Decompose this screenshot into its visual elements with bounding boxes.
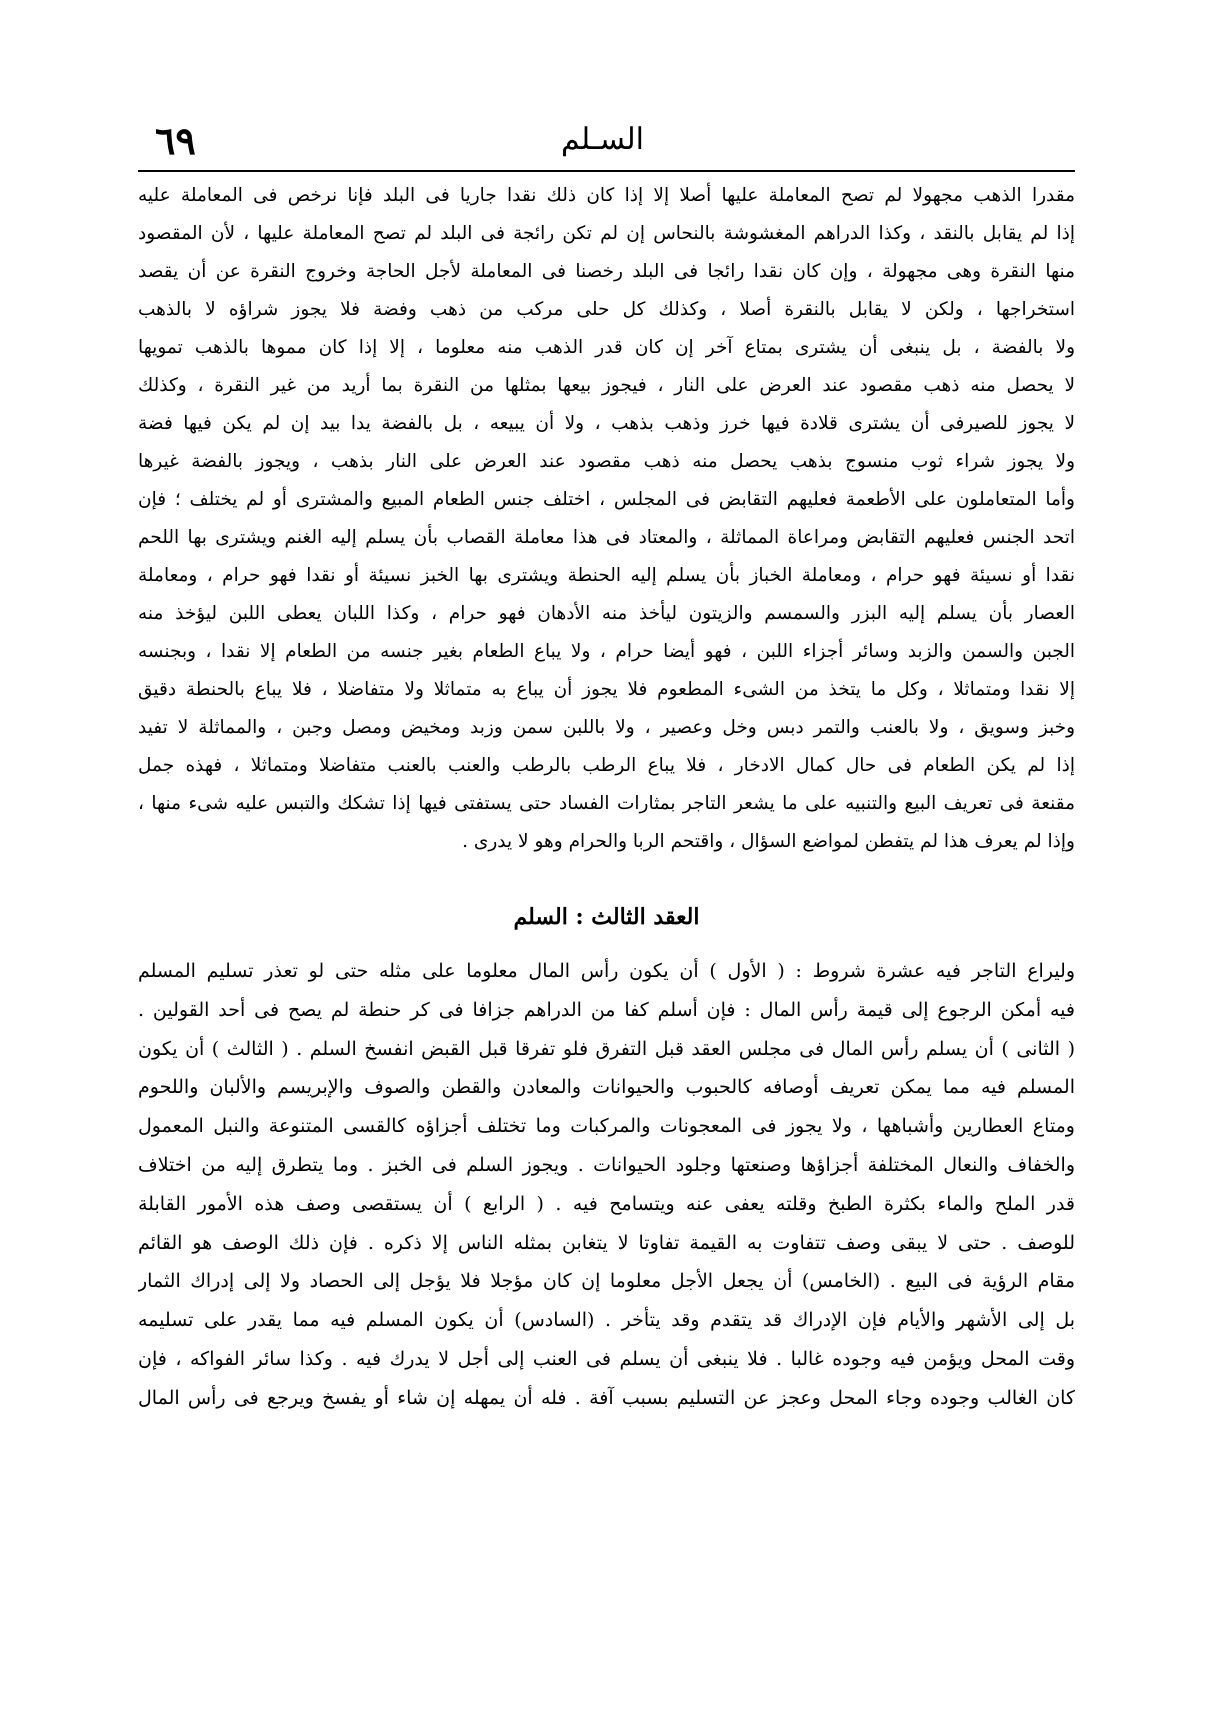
text-line: إذا لم يكن الطعام فى حال كمال الادخار ، فلا يباع الرطب بالرطب والعنب بالعنب متفاضلا ومتماثلا ، فهذه جمل (138, 755, 1075, 776)
text-line: وإذا لم يعرف هذا لم يتفطن لمواضع السؤال ، واقتحم الربا والحرام وهو لا يدرى . (462, 831, 1075, 852)
text-line: إذا لم يقابل بالنقد ، وكذا الدراهم المغشوشة بالنحاس إن لم تكن رائجة فى البلد لم تصح المعاملة عليها ، لأن المقصود (138, 223, 1075, 244)
text-line: نقدا أو نسيئة فهو حرام ، ومعاملة الخباز بأن يسلم إليه الحنطة ويشترى بها الخبز نسيئة أو نقدا فهو حرام ، ومعاملة (138, 565, 1075, 586)
text-line: اتحد الجنس فعليهم التقابض ومراعاة المماثلة ، والمعتاد فى هذا معاملة القصاب بأن يسلم إليه الغنم ويشترى بها اللحم (138, 527, 1075, 548)
page-number: ٦٩ (155, 118, 196, 163)
text-line: وأما المتعاملون على الأطعمة فعليهم التقابض فى المجلس ، اختلف جنس الطعام المبيع والمشترى أو لم يختلف ؛ فإن (138, 489, 1075, 510)
text-line: ولا يجوز شراء ثوب منسوج بذهب يحصل منه ذهب مقصود عند العرض على النار بذهب ، ويجوز بالفضة غيرها (138, 451, 1075, 472)
text-line: استخراجها ، ولكن لا يقابل بالنقرة أصلا ، وكذلك كل حلى مركب من ذهب وفضة فلا يجوز شراؤه لا بالذهب (138, 299, 1075, 320)
text-line: والخفاف والنعال المختلفة أجزاؤها وصنعتها وجلود الحيوانات . ويجوز السلم فى الخبز . وما يتطرق إليه من اختلاف (138, 1153, 1075, 1176)
text-line: مقدرا الذهب مجهولا لم تصح المعاملة عليها أصلا إلا إذا كان ذلك نقدا جاريا فى البلد فإنا نرخص فى المعاملة عليه (138, 185, 1075, 206)
text-line: ومتاع العطارين وأشباهها ، ولا يجوز فى المعجونات والمركبات وما تختلف أجزاؤه كالقسى المتنوعة والنبل المعمول (138, 1115, 1075, 1138)
text-line: قدر الملح والماء بكثرة الطبخ وقلته يعفى عنه ويتسامح فيه . ( الرابع ) أن يستقصى وصف هذه الأمور القابلة (138, 1192, 1075, 1215)
text-line: ولا بالفضة ، بل ينبغى أن يشترى بمتاع آخر إن كان قدر الذهب منه معلوما ، إلا إذا كان مموها بالذهب تمويها (138, 337, 1075, 358)
text-line: مقنعة فى تعريف البيع والتنبيه على ما يشعر التاجر بمثارات الفساد حتى يستفتى فيها إذا تشكك والتبس عليه شىء منها ، (138, 793, 1075, 814)
section-text (138, 952, 1075, 1418)
text-line: فيه أمكن الرجوع إلى قيمة رأس المال : فإن أسلم كفا من الدراهم جزافا فى كر حنطة لم يصح فى أحد القولين . (138, 998, 1075, 1021)
text-line: وخبز وسويق ، ولا بالعنب والتمر دبس وخل وعصير ، ولا باللبن سمن وزبد ومخيض ومصل وجبن ، والمماثلة لا تفيد (138, 717, 1075, 738)
body-text (138, 177, 1075, 861)
text-line: إلا نقدا ومتماثلا ، وكل ما يتخذ من الشىء المطعوم فلا يجوز أن يباع به متماثلا ولا متفاضلا ، فلا يباع بالحنطة دقيق (138, 679, 1075, 700)
text-line: وقت المحل ويؤمن فيه وجوده غالبا . فلا ينبغى أن يسلم فى العنب إلى أجل لا يدرك فيه . وكذا سائر الفواكه ، فإن (138, 1347, 1075, 1370)
text-line: الجبن والسمن والزبد وسائر أجزاء اللبن ، فهو أيضا حرام ، ولا يباع الطعام بغير جنسه من الطعام إلا نقدا ، وبجنسه (138, 641, 1075, 662)
text-line: المسلم فيه مما يمكن تعريف أوصافه كالحبوب والحيوانات والمعادن والقطن والصوف والإبريسم والألبان واللحوم (138, 1076, 1075, 1099)
text-line: كان الغالب وجوده وجاء المحل وعجز عن التسليم بسبب آفة . فله أن يمهله إن شاء أو يفسخ ويرجع فى رأس المال (138, 1386, 1075, 1409)
text-line: لا يحصل منه ذهب مقصود عند العرض على النار ، فيجوز بيعها بمثلها من النقرة بما أريد من غير النقرة ، وكذلك (138, 375, 1075, 396)
section-heading: العقد الثالث : السلم (513, 904, 700, 930)
text-line: للوصف . حتى لا يبقى وصف تتفاوت به القيمة تفاوتا لا يتغابن بمثله الناس إلا ذكره . فإن ذلك الوصف هو القائم (138, 1231, 1075, 1254)
text-line: مقام الرؤية فى البيع . (الخامس) أن يجعل الأجل معلوما إن كان مؤجلا فلا يؤجل إلى الحصاد ولا إلى إدراك الثمار (138, 1270, 1075, 1293)
text-line: وليراع التاجر فيه عشرة شروط : ( الأول ) أن يكون رأس المال معلوما على مثله حتى لو تعذر تسليم المسلم (138, 960, 1075, 982)
text-line: ( الثانى ) أن يسلم رأس المال فى مجلس العقد قبل التفرق فلو تفرقا قبل القبض انفسخ السلم . ( الثالث ) أن يكون (138, 1037, 1075, 1060)
text-line: منها النقرة وهى مجهولة ، وإن كان نقدا رائجا فى البلد رخصنا فى المعاملة لأجل الحاجة وخروج النقرة عن أن يقصد (138, 261, 1075, 282)
text-line: العصار بأن يسلم إليه البزر والسمسم والزيتون ليأخذ منه الأدهان فهو حرام ، وكذا اللبان يعطى اللبن ليؤخذ منه (138, 603, 1075, 624)
header-rule (138, 170, 1075, 172)
text-line: لا يجوز للصيرفى أن يشترى قلادة فيها خرز وذهب بذهب ، ولا أن يبيعه ، بل بالفضة يدا بيد إن لم يكن فيها فضة (138, 413, 1075, 434)
page-header (125, 118, 1080, 168)
text-line: بل إلى الأشهر والأيام فإن الإدراك قد يتقدم وقد يتأخر . (السادس) أن يكون المسلم فيه مما يقدر على تسليمه (138, 1309, 1075, 1332)
running-title: السـلم (561, 122, 644, 157)
